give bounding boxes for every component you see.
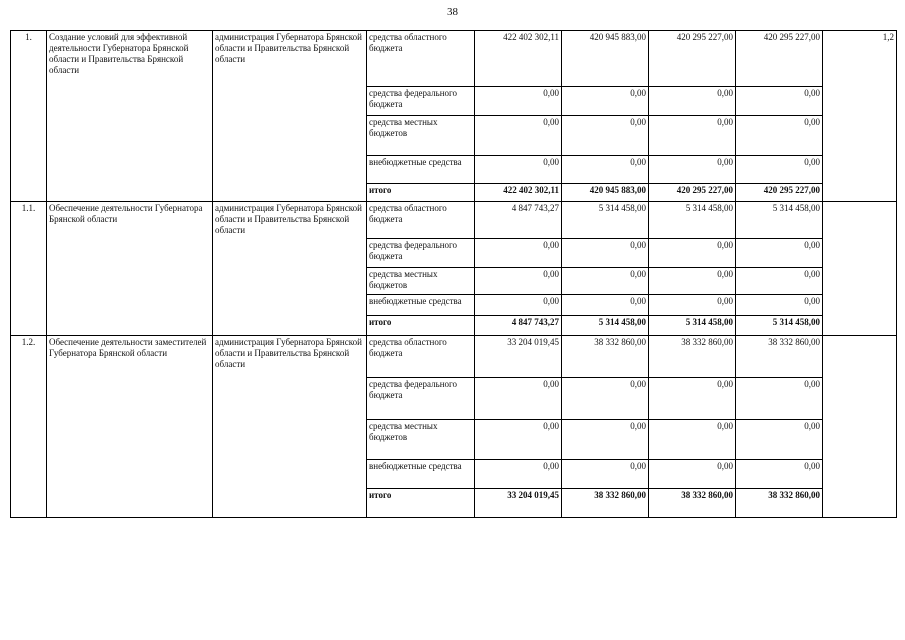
amount-cell: 420 945 883,00 — [562, 31, 649, 87]
amount-cell: 420 295 227,00 — [736, 184, 823, 202]
section-number: 1.2. — [11, 336, 47, 518]
indicator-cell — [823, 336, 897, 518]
amount-cell: 422 402 302,11 — [475, 31, 562, 87]
funding-source: внебюджетные средства — [367, 156, 475, 184]
section-name: Создание условий для эффективной деятельности Губернатора Брянской области и Правительства Брянской области — [47, 31, 213, 202]
indicator-cell — [823, 202, 897, 336]
funding-source: средства федерального бюджета — [367, 239, 475, 268]
amount-cell: 0,00 — [562, 420, 649, 460]
amount-cell: 4 847 743,27 — [475, 202, 562, 239]
amount-cell: 5 314 458,00 — [562, 316, 649, 336]
amount-cell: 0,00 — [649, 378, 736, 420]
table-row — [11, 31, 897, 87]
amount-cell: 5 314 458,00 — [736, 202, 823, 239]
amount-cell: 0,00 — [649, 420, 736, 460]
budget-table — [10, 30, 897, 518]
amount-cell: 0,00 — [475, 420, 562, 460]
amount-cell: 0,00 — [475, 87, 562, 116]
amount-cell: 0,00 — [736, 460, 823, 489]
funding-source: итого — [367, 184, 475, 202]
funding-source: средства местных бюджетов — [367, 420, 475, 460]
funding-source: итого — [367, 316, 475, 336]
funding-source: внебюджетные средства — [367, 460, 475, 489]
section-name: Обеспечение деятельности заместителей Губернатора Брянской области — [47, 336, 213, 518]
amount-cell: 0,00 — [475, 156, 562, 184]
funding-source: итого — [367, 489, 475, 518]
funding-source: средства областного бюджета — [367, 31, 475, 87]
amount-cell: 0,00 — [736, 268, 823, 295]
amount-cell: 0,00 — [475, 295, 562, 316]
amount-cell: 0,00 — [475, 378, 562, 420]
amount-cell: 422 402 302,11 — [475, 184, 562, 202]
amount-cell: 4 847 743,27 — [475, 316, 562, 336]
amount-cell: 0,00 — [562, 460, 649, 489]
amount-cell: 0,00 — [736, 156, 823, 184]
amount-cell: 0,00 — [736, 420, 823, 460]
amount-cell: 0,00 — [475, 239, 562, 268]
amount-cell: 0,00 — [649, 239, 736, 268]
indicator-cell: 1,2 — [823, 31, 897, 202]
section-executor: администрация Губернатора Брянской области и Правительства Брянской области — [213, 202, 367, 336]
amount-cell: 420 295 227,00 — [736, 31, 823, 87]
section-executor: администрация Губернатора Брянской области и Правительства Брянской области — [213, 336, 367, 518]
section-executor: администрация Губернатора Брянской области и Правительства Брянской области — [213, 31, 367, 202]
amount-cell: 0,00 — [562, 378, 649, 420]
amount-cell: 0,00 — [562, 116, 649, 156]
amount-cell: 0,00 — [649, 295, 736, 316]
funding-source: средства федерального бюджета — [367, 378, 475, 420]
amount-cell: 420 295 227,00 — [649, 31, 736, 87]
amount-cell: 5 314 458,00 — [736, 316, 823, 336]
section-number: 1.1. — [11, 202, 47, 336]
funding-source: средства местных бюджетов — [367, 268, 475, 295]
amount-cell: 38 332 860,00 — [736, 489, 823, 518]
amount-cell: 38 332 860,00 — [736, 336, 823, 378]
amount-cell: 38 332 860,00 — [562, 336, 649, 378]
amount-cell: 0,00 — [562, 156, 649, 184]
amount-cell: 38 332 860,00 — [562, 489, 649, 518]
amount-cell: 33 204 019,45 — [475, 489, 562, 518]
funding-source: внебюджетные средства — [367, 295, 475, 316]
funding-source: средства федерального бюджета — [367, 87, 475, 116]
amount-cell: 0,00 — [736, 116, 823, 156]
amount-cell: 0,00 — [562, 295, 649, 316]
section-number: 1. — [11, 31, 47, 202]
section-name: Обеспечение деятельности Губернатора Брянской области — [47, 202, 213, 336]
funding-source: средства местных бюджетов — [367, 116, 475, 156]
amount-cell: 0,00 — [649, 268, 736, 295]
funding-source: средства областного бюджета — [367, 336, 475, 378]
amount-cell: 0,00 — [562, 268, 649, 295]
amount-cell: 0,00 — [475, 460, 562, 489]
amount-cell: 0,00 — [736, 295, 823, 316]
funding-source: средства областного бюджета — [367, 202, 475, 239]
amount-cell: 0,00 — [562, 87, 649, 116]
amount-cell: 420 945 883,00 — [562, 184, 649, 202]
amount-cell: 5 314 458,00 — [649, 316, 736, 336]
amount-cell: 5 314 458,00 — [562, 202, 649, 239]
amount-cell: 5 314 458,00 — [649, 202, 736, 239]
page-number: 38 — [447, 6, 458, 18]
amount-cell: 0,00 — [475, 116, 562, 156]
amount-cell: 33 204 019,45 — [475, 336, 562, 378]
amount-cell: 0,00 — [649, 116, 736, 156]
amount-cell: 0,00 — [736, 239, 823, 268]
amount-cell: 0,00 — [736, 87, 823, 116]
amount-cell: 0,00 — [649, 87, 736, 116]
table-row — [11, 336, 897, 378]
amount-cell: 0,00 — [736, 378, 823, 420]
amount-cell: 38 332 860,00 — [649, 489, 736, 518]
amount-cell: 0,00 — [475, 268, 562, 295]
amount-cell: 38 332 860,00 — [649, 336, 736, 378]
amount-cell: 0,00 — [649, 156, 736, 184]
table-row — [11, 202, 897, 239]
amount-cell: 0,00 — [649, 460, 736, 489]
amount-cell: 420 295 227,00 — [649, 184, 736, 202]
amount-cell: 0,00 — [562, 239, 649, 268]
